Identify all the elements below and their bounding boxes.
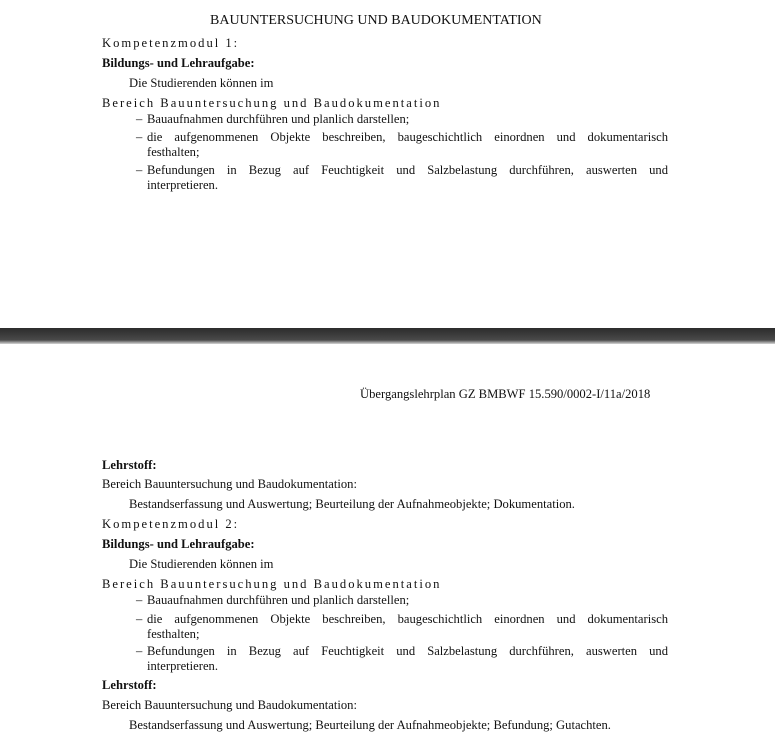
section-title: BAUUNTERSUCHUNG UND BAUDOKUMENTATION bbox=[210, 13, 542, 28]
bullet-dash: – bbox=[136, 112, 143, 126]
module-label: Kompetenzmodul 2: bbox=[102, 517, 240, 531]
bullet-item-line: Befundungen in Bezug auf Feuchtigkeit und Salzbelastung durchführen, auswerten und bbox=[147, 644, 668, 658]
bullet-item-line: interpretieren. bbox=[147, 659, 218, 673]
bullet-item-line: festhalten; bbox=[147, 627, 200, 641]
document-page-1 bbox=[0, 0, 775, 328]
area-label: Bereich Bauuntersuchung und Baudokumentation bbox=[102, 577, 442, 591]
document-page-2 bbox=[0, 344, 775, 748]
area-label: Bereich Bauuntersuchung und Baudokumentation: bbox=[102, 698, 357, 712]
bullet-item-line: die aufgenommenen Objekte beschreiben, baugeschichtlich einordnen und dokumentarisch bbox=[147, 612, 668, 626]
area-label: Bereich Bauuntersuchung und Baudokumentation: bbox=[102, 477, 357, 491]
bullet-item: Bauaufnahmen durchführen und planlich darstellen; bbox=[147, 112, 410, 126]
goal-heading: Bildungs- und Lehraufgabe: bbox=[102, 56, 255, 70]
intro-text: Die Studierenden können im bbox=[129, 557, 274, 571]
bullet-item-line: die aufgenommenen Objekte beschreiben, baugeschichtlich einordnen und dokumentarisch bbox=[147, 130, 668, 144]
bullet-dash: – bbox=[136, 163, 143, 177]
goal-heading: Bildungs- und Lehraufgabe: bbox=[102, 537, 255, 551]
bullet-item-line: interpretieren. bbox=[147, 178, 218, 192]
page-separator bbox=[0, 328, 775, 344]
bullet-dash: – bbox=[136, 593, 143, 607]
content-text: Bestandserfassung und Auswertung; Beurteilung der Aufnahmeobjekte; Dokumentation. bbox=[129, 497, 575, 511]
content-text: Bestandserfassung und Auswertung; Beurteilung der Aufnahmeobjekte; Befundung; Gutachten. bbox=[129, 718, 611, 732]
bullet-dash: – bbox=[136, 612, 143, 626]
intro-text: Die Studierenden können im bbox=[129, 76, 274, 90]
content-heading: Lehrstoff: bbox=[102, 678, 157, 692]
page-header: Übergangslehrplan GZ BMBWF 15.590/0002-I/11a/2018 bbox=[360, 387, 651, 401]
content-heading: Lehrstoff: bbox=[102, 458, 157, 472]
area-label: Bereich Bauuntersuchung und Baudokumentation bbox=[102, 96, 442, 110]
bullet-item-line: festhalten; bbox=[147, 145, 200, 159]
module-label: Kompetenzmodul 1: bbox=[102, 36, 240, 50]
bullet-item: Bauaufnahmen durchführen und planlich darstellen; bbox=[147, 593, 410, 607]
bullet-dash: – bbox=[136, 644, 143, 658]
bullet-item-line: Befundungen in Bezug auf Feuchtigkeit und Salzbelastung durchführen, auswerten und bbox=[147, 163, 668, 177]
bullet-dash: – bbox=[136, 130, 143, 144]
